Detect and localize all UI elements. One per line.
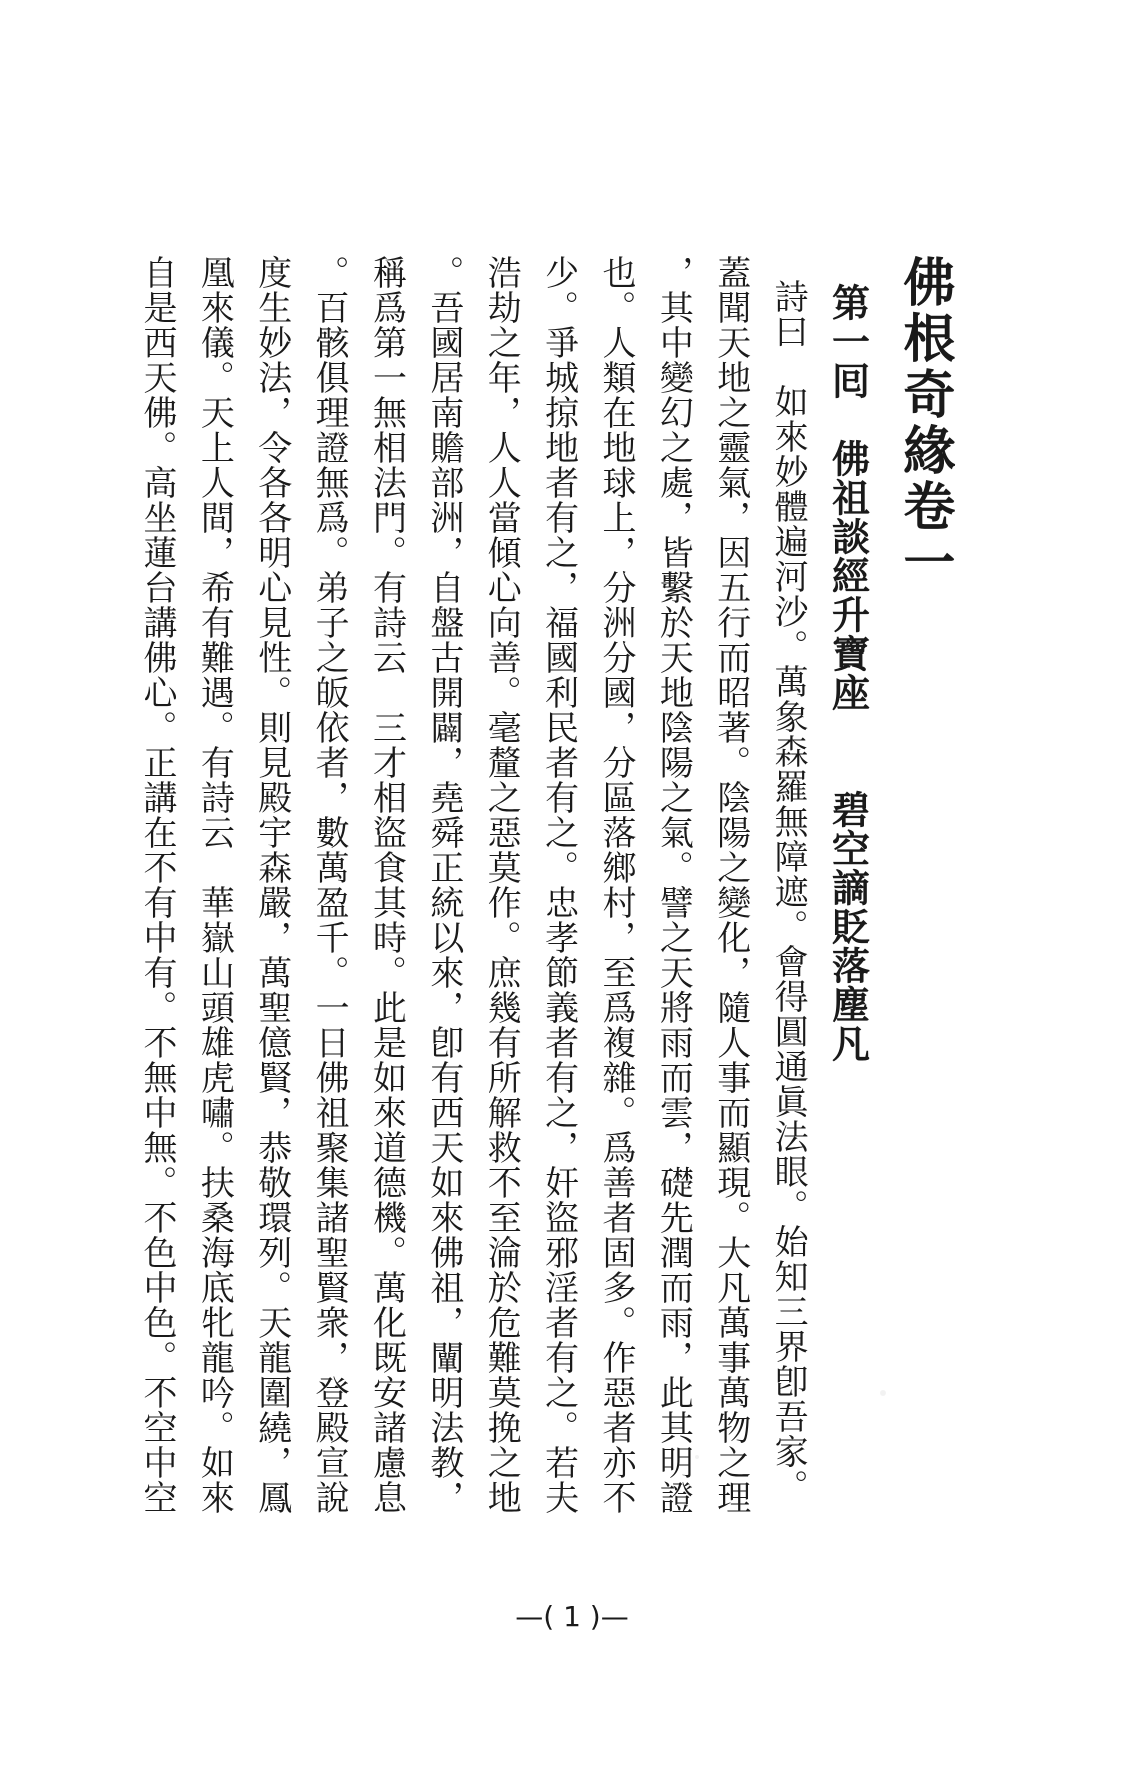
chapter-title: 第一囘 佛祖談經升寶座 碧空謫貶落塵凡	[825, 283, 871, 1063]
book-title: 佛根奇緣卷一	[893, 255, 955, 591]
text-column: 度生妙法，令各各明心見性。則見殿宇森嚴，萬聖億賢，恭敬環列。天龍圍繞，鳳	[251, 255, 292, 1515]
page-number: —( 1 )—	[515, 1600, 629, 1633]
text-column: ，其中變幻之處，皆繫於天地陰陽之氣。譬之天將雨而雲，礎先潤而雨，此其明證	[653, 255, 694, 1515]
text-column: 。吾國居南贍部洲，自盤古開闢，堯舜正統以來，卽有西天如來佛祖，闡明法教，	[423, 255, 464, 1515]
text-column: 稱爲第一無相法門。有詩云 三才相盜食其時。此是如來道德機。萬化既安諸慮息	[366, 255, 407, 1515]
text-column-opening-poem: 詩曰 如來妙體遍河沙。萬象森羅無障遮。會得圓通眞法眼。始知三界卽吾家。	[768, 279, 809, 1504]
text-column: 也。人類在地球上，分洲分國，分區落鄉村，至爲複雜。爲善者固多。作惡者亦不	[596, 255, 636, 1515]
text-column: 浩劫之年，人人當傾心向善。毫釐之惡莫作。庶幾有所解救不至淪於危難莫挽之地	[481, 255, 522, 1515]
scan-speck	[695, 1455, 699, 1459]
text-column: 。百骸俱理證無爲。弟子之皈依者，數萬盈千。一日佛祖聚集諸聖賢衆，登殿宣說	[309, 255, 350, 1515]
text-column: 少。爭城掠地者有之，福國利民者有之。忠孝節義者有之，奸盜邪淫者有之。若夫	[538, 255, 579, 1515]
vertical-text-block	[137, 255, 955, 1635]
scan-speck	[880, 1390, 886, 1396]
text-column: 自是西天佛。高坐蓮台講佛心。正講在不有中有。不無中無。不色中色。不空中空	[137, 255, 177, 1515]
text-column: 凰來儀。天上人間，希有難遇。有詩云 華嶽山頭雄虎嘯。扶桑海底牝龍吟。如來	[194, 255, 235, 1515]
text-column: 蓋聞天地之靈氣，因五行而昭著。陰陽之變化，隨人事而顯現。大凡萬事萬物之理	[710, 255, 751, 1515]
